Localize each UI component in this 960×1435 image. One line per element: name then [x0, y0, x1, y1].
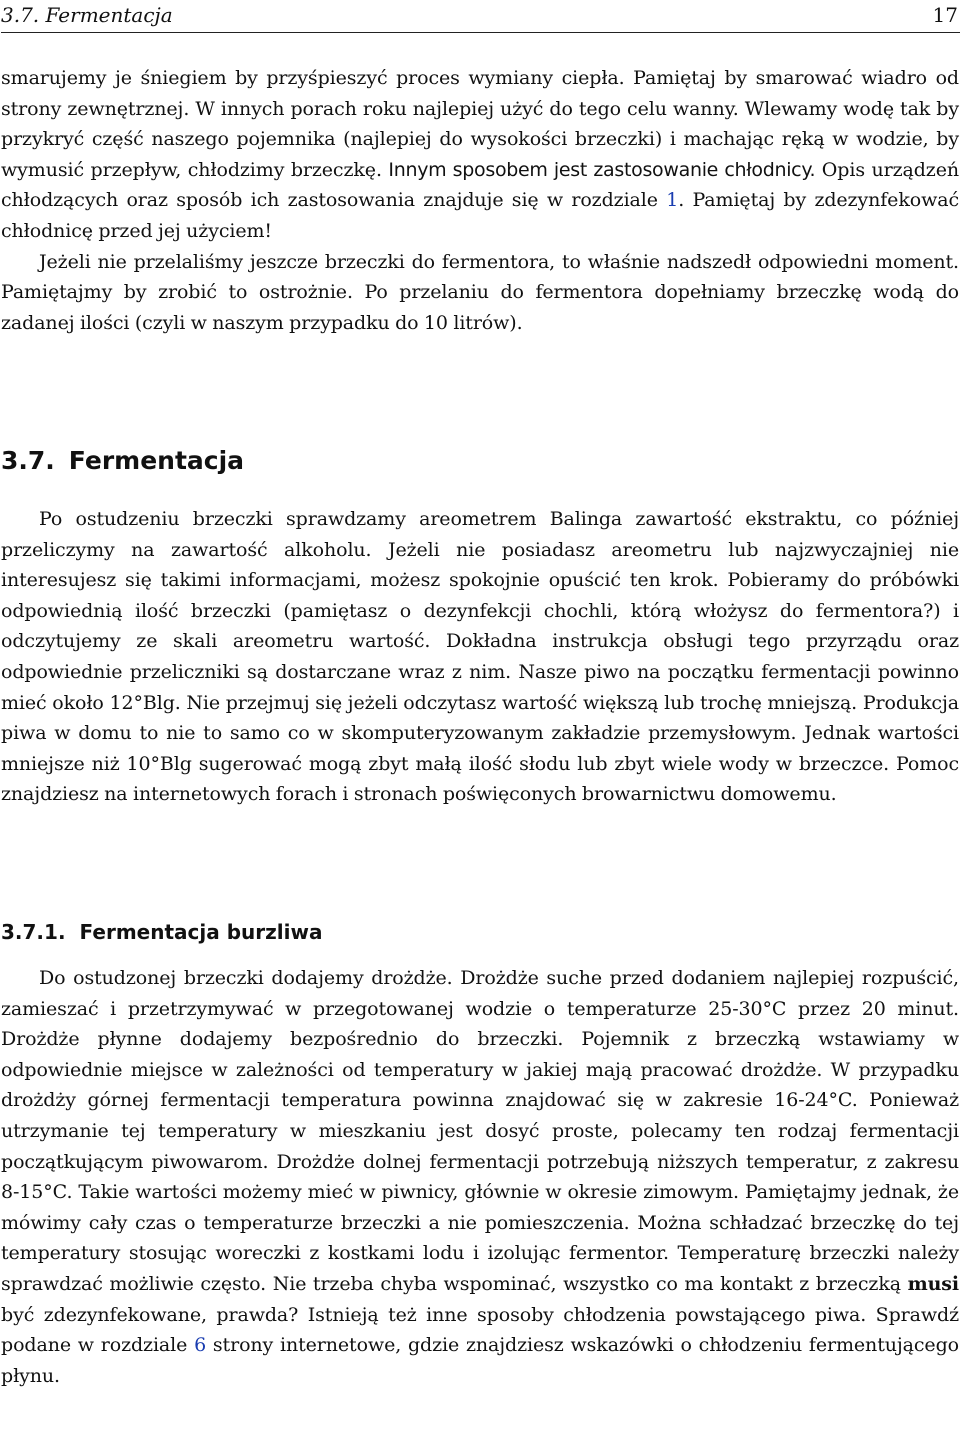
header-section-label: 3.7. Fermentacja	[1, 3, 173, 27]
subsection-heading	[1, 915, 322, 949]
subsection-number: 3.7.1.	[1, 920, 66, 944]
intro-text	[1, 63, 959, 338]
section-number: 3.7.	[1, 446, 55, 475]
bold-emphasis: musi	[907, 1272, 959, 1295]
page-number: 17	[932, 3, 958, 27]
sans-sentence: Innym sposobem jest zastosowanie chłodnicy.	[388, 158, 816, 181]
chapter-ref-link[interactable]: 6	[194, 1334, 207, 1357]
subsection-title: Fermentacja burzliwa	[79, 920, 323, 944]
running-header	[1, 2, 960, 33]
section-text	[1, 504, 959, 810]
intro-paragraph-1: smarujemy je śniegiem by przyśpieszyć proces wymiany ciepła. Pamiętaj by smarować wiadro od strony zewnętrznej. W innych porach roku najlepiej użyć do tego celu wanny. Wlewamy wodę tak by przykryć część naszego pojemnika (najlepiej do wysokości brzeczki) i machając ręką w wodzie, by wymusić przepływ, chłodzimy brzeczkę. Innym sposobem jest zastosowanie chłodnicy. Opis urządzeń chłodzących oraz sposób ich zastosowania znajduje się w rozdziale 1. Pamiętaj by zdezynfekować chłodnicę przed jej użyciem!	[1, 67, 959, 242]
subsection-text	[1, 963, 959, 1391]
subsection-paragraph-1: Do ostudzonej brzeczki dodajemy drożdże. Drożdże suche przed dodaniem najlepiej rozpuścić, zamieszać i przetrzymywać w przegotowanej wodzie o temperaturze 25-30°C przez 20 minut. Drożdże płynne dodajemy bezpośrednio do brzeczki. Pojemnik z brzeczką wstawiamy w odpowiednie miejsce w zależności od temperatury w jakiej mają pracować drożdże. W przypadku drożdży górnej fermentacji temperatura powinna znajdować się w zakresie 16-24°C. Ponieważ utrzymanie tej temperatury w mieszkaniu jest dosyć proste, polecamy ten rodzaj fermentacji początkującym piwowarom. Drożdże dolnej fermentacji potrzebują niższych temperatur, z zakresu 8-15°C. Takie wartości możemy mieć w piwnicy, głównie w okresie zimowym. Pamiętajmy jednak, że mówimy cały czas o temperaturze brzeczki a nie pomieszczenia. Można schładzać brzeczkę do tej temperatury stosując woreczki z kostkami lodu i izolując fermentor. Temperaturę brzeczki należy sprawdzać możliwie często. Nie trzeba chyba wspominać, wszystko co ma kontakt z brzeczką musi być zdezynfekowane, prawda? Istnieją też inne sposoby chłodzenia powstającego piwa. Sprawdź podane w rozdziale 6 strony internetowe, gdzie znajdziesz wskazówki o chłodzeniu fermentującego płynu.	[1, 967, 959, 1387]
intro-paragraph-2: Jeżeli nie przelaliśmy jeszcze brzeczki do fermentora, to właśnie nadszedł odpowiedni moment. Pamiętajmy by zrobić to ostrożnie. Po przelaniu do fermentora dopełniamy brzeczkę wodą do zadanej ilości (czyli w naszym przypadku do 10 litrów).	[1, 250, 959, 334]
chapter-ref-link[interactable]: 1	[666, 189, 679, 212]
section-title: Fermentacja	[68, 446, 245, 475]
section-paragraph-1: Po ostudzeniu brzeczki sprawdzamy areometrem Balinga zawartość ekstraktu, co później przeliczymy na zawartość alkoholu. Jeżeli nie posiadasz areometru lub najzwyczajniej nie interesujesz się takimi informacjami, możesz spokojnie opuścić ten krok. Pobieramy do próbówki odpowiednią ilość brzeczki (pamiętasz o dezynfekcji chochli, którą włożysz do fermentora?) i odczytujemy ze skali areometru wartość. Dokładna instrukcja obsługi tego przyrządu oraz odpowiednie przeliczniki są dostarczane wraz z nim. Nasze piwo na początku fermentacji powinno mieć około 12°Blg. Nie przejmuj się jeżeli odczytasz wartość większą lub trochę mniejszą. Produkcja piwa w domu to nie to samo co w skomputeryzowanym zakładzie przemysłowym. Jednak wartości mniejsze niż 10°Blg sugerować mogą zbyt małą ilość słodu lub zbyt wiele wody w brzeczce. Pomoc znajdziesz na internetowych forach i stronach poświęconych browarnictwu domowemu.	[1, 508, 959, 806]
section-heading	[1, 441, 244, 481]
